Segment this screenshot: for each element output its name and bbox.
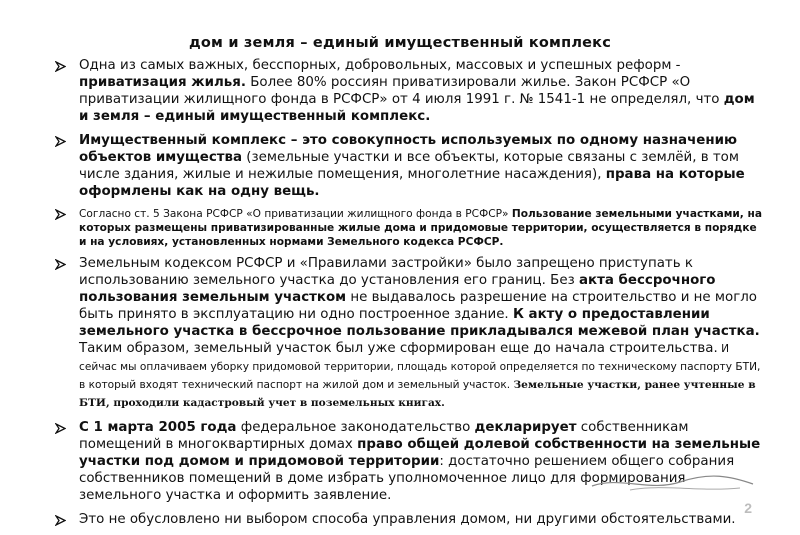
signature-scribble-icon (590, 472, 755, 494)
bullet-list (55, 57, 767, 535)
arrow-bullet-icon (55, 259, 66, 270)
bullet-item (55, 207, 767, 249)
bullet-text: федеральное законодательство (236, 420, 475, 435)
bullet-emphasis: права на которые оформлены как на одну вещь. (79, 167, 745, 199)
bullet-text: Одна из самых важных, бесспорных, добровольных, массовых и успешных реформ - (79, 58, 681, 73)
bullet-emphasis: К акту о предоставлении земельного участка в бессрочное пользование прикладывался межевой план участка. (79, 307, 760, 339)
bullet-emphasis: Пользование земельными участками, на которых размещены приватизированные жилые дома и придомовые территории, осуществляется в порядке и на условиях, установленных нормами Земельного кодекса РСФСР. (79, 208, 762, 248)
bullet-small-text: И сейчас мы оплачиваем уборку придомовой территории, площадь которой определяется по техническому паспорту БТИ, в который входят технический паспорт на жилой дом и земельный участок. (79, 343, 761, 391)
bullet-item (55, 57, 767, 125)
bullet-small-emphasis: Земельные участки, ранее учтенные в БТИ, проходили кадастровый учет в поземельных книгах. (79, 379, 756, 409)
bullet-emphasis: приватизация жилья. (79, 75, 246, 90)
bullet-text: (земельные участки и все объекты, которые связаны с землёй, в том числе здания, жилые и нежилые помещения, многолетние насаждения), (79, 150, 739, 182)
arrow-bullet-icon (55, 209, 66, 220)
bullet-item (55, 255, 767, 412)
bullet-item (55, 511, 767, 528)
bullet-emphasis: С 1 марта 2005 года (79, 420, 237, 435)
bullet-text: : достаточно решением общего собрания собственников помещений в доме избрать уполномоченное лицо для формирования земельного участка и оформить заявление. (79, 454, 735, 503)
bullet-text: не выдавалось разрешение на строительство и не могло быть принято в эксплуатацию ни одно построенное здание. (79, 290, 758, 322)
arrow-bullet-icon (55, 136, 66, 147)
bullet-emphasis: акта бессрочного пользования земельным участком (79, 273, 716, 305)
bullet-emphasis: право общей долевой собственности на земельные участки под домом и придомовой территории (79, 437, 761, 469)
page-number: 2 (744, 500, 752, 516)
bullet-text: Таким образом, земельный участок был уже сформирован еще до начала строительства. (79, 341, 718, 356)
bullet-emphasis: дом и земля – единый имущественный комплекс. (79, 92, 755, 124)
bullet-emphasis: декларирует (474, 420, 577, 435)
slide-title: дом и земля – единый имущественный комплекс (188, 35, 612, 51)
bullet-text: собственникам помещений в многоквартирных домах (79, 420, 689, 452)
bullet-text: Земельным кодексом РСФСР и «Правилами застройки» было запрещено приступать к использованию земельного участка до установления его границ. Без (79, 256, 693, 288)
arrow-bullet-icon (55, 515, 66, 526)
bullet-text: Это не обусловлено ни выбором способа управления домом, ни другими обстоятельствами. (79, 512, 736, 527)
arrow-bullet-icon (55, 423, 66, 434)
arrow-bullet-icon (55, 61, 66, 72)
bullet-text: Согласно ст. 5 Закона РСФСР «О приватизации жилищного фонда в РСФСР» (79, 208, 512, 220)
bullet-item (55, 132, 767, 200)
bullet-text: Более 80% россиян приватизировали жилье. Закон РСФСР «О приватизации жилищного фонда в РСФСР» от 4 июля 1991 г. № 1541-1 не определял, что (79, 75, 724, 107)
bullet-emphasis: Имущественный комплекс – это совокупность используемых по одному назначению объектов имущества (79, 133, 738, 165)
